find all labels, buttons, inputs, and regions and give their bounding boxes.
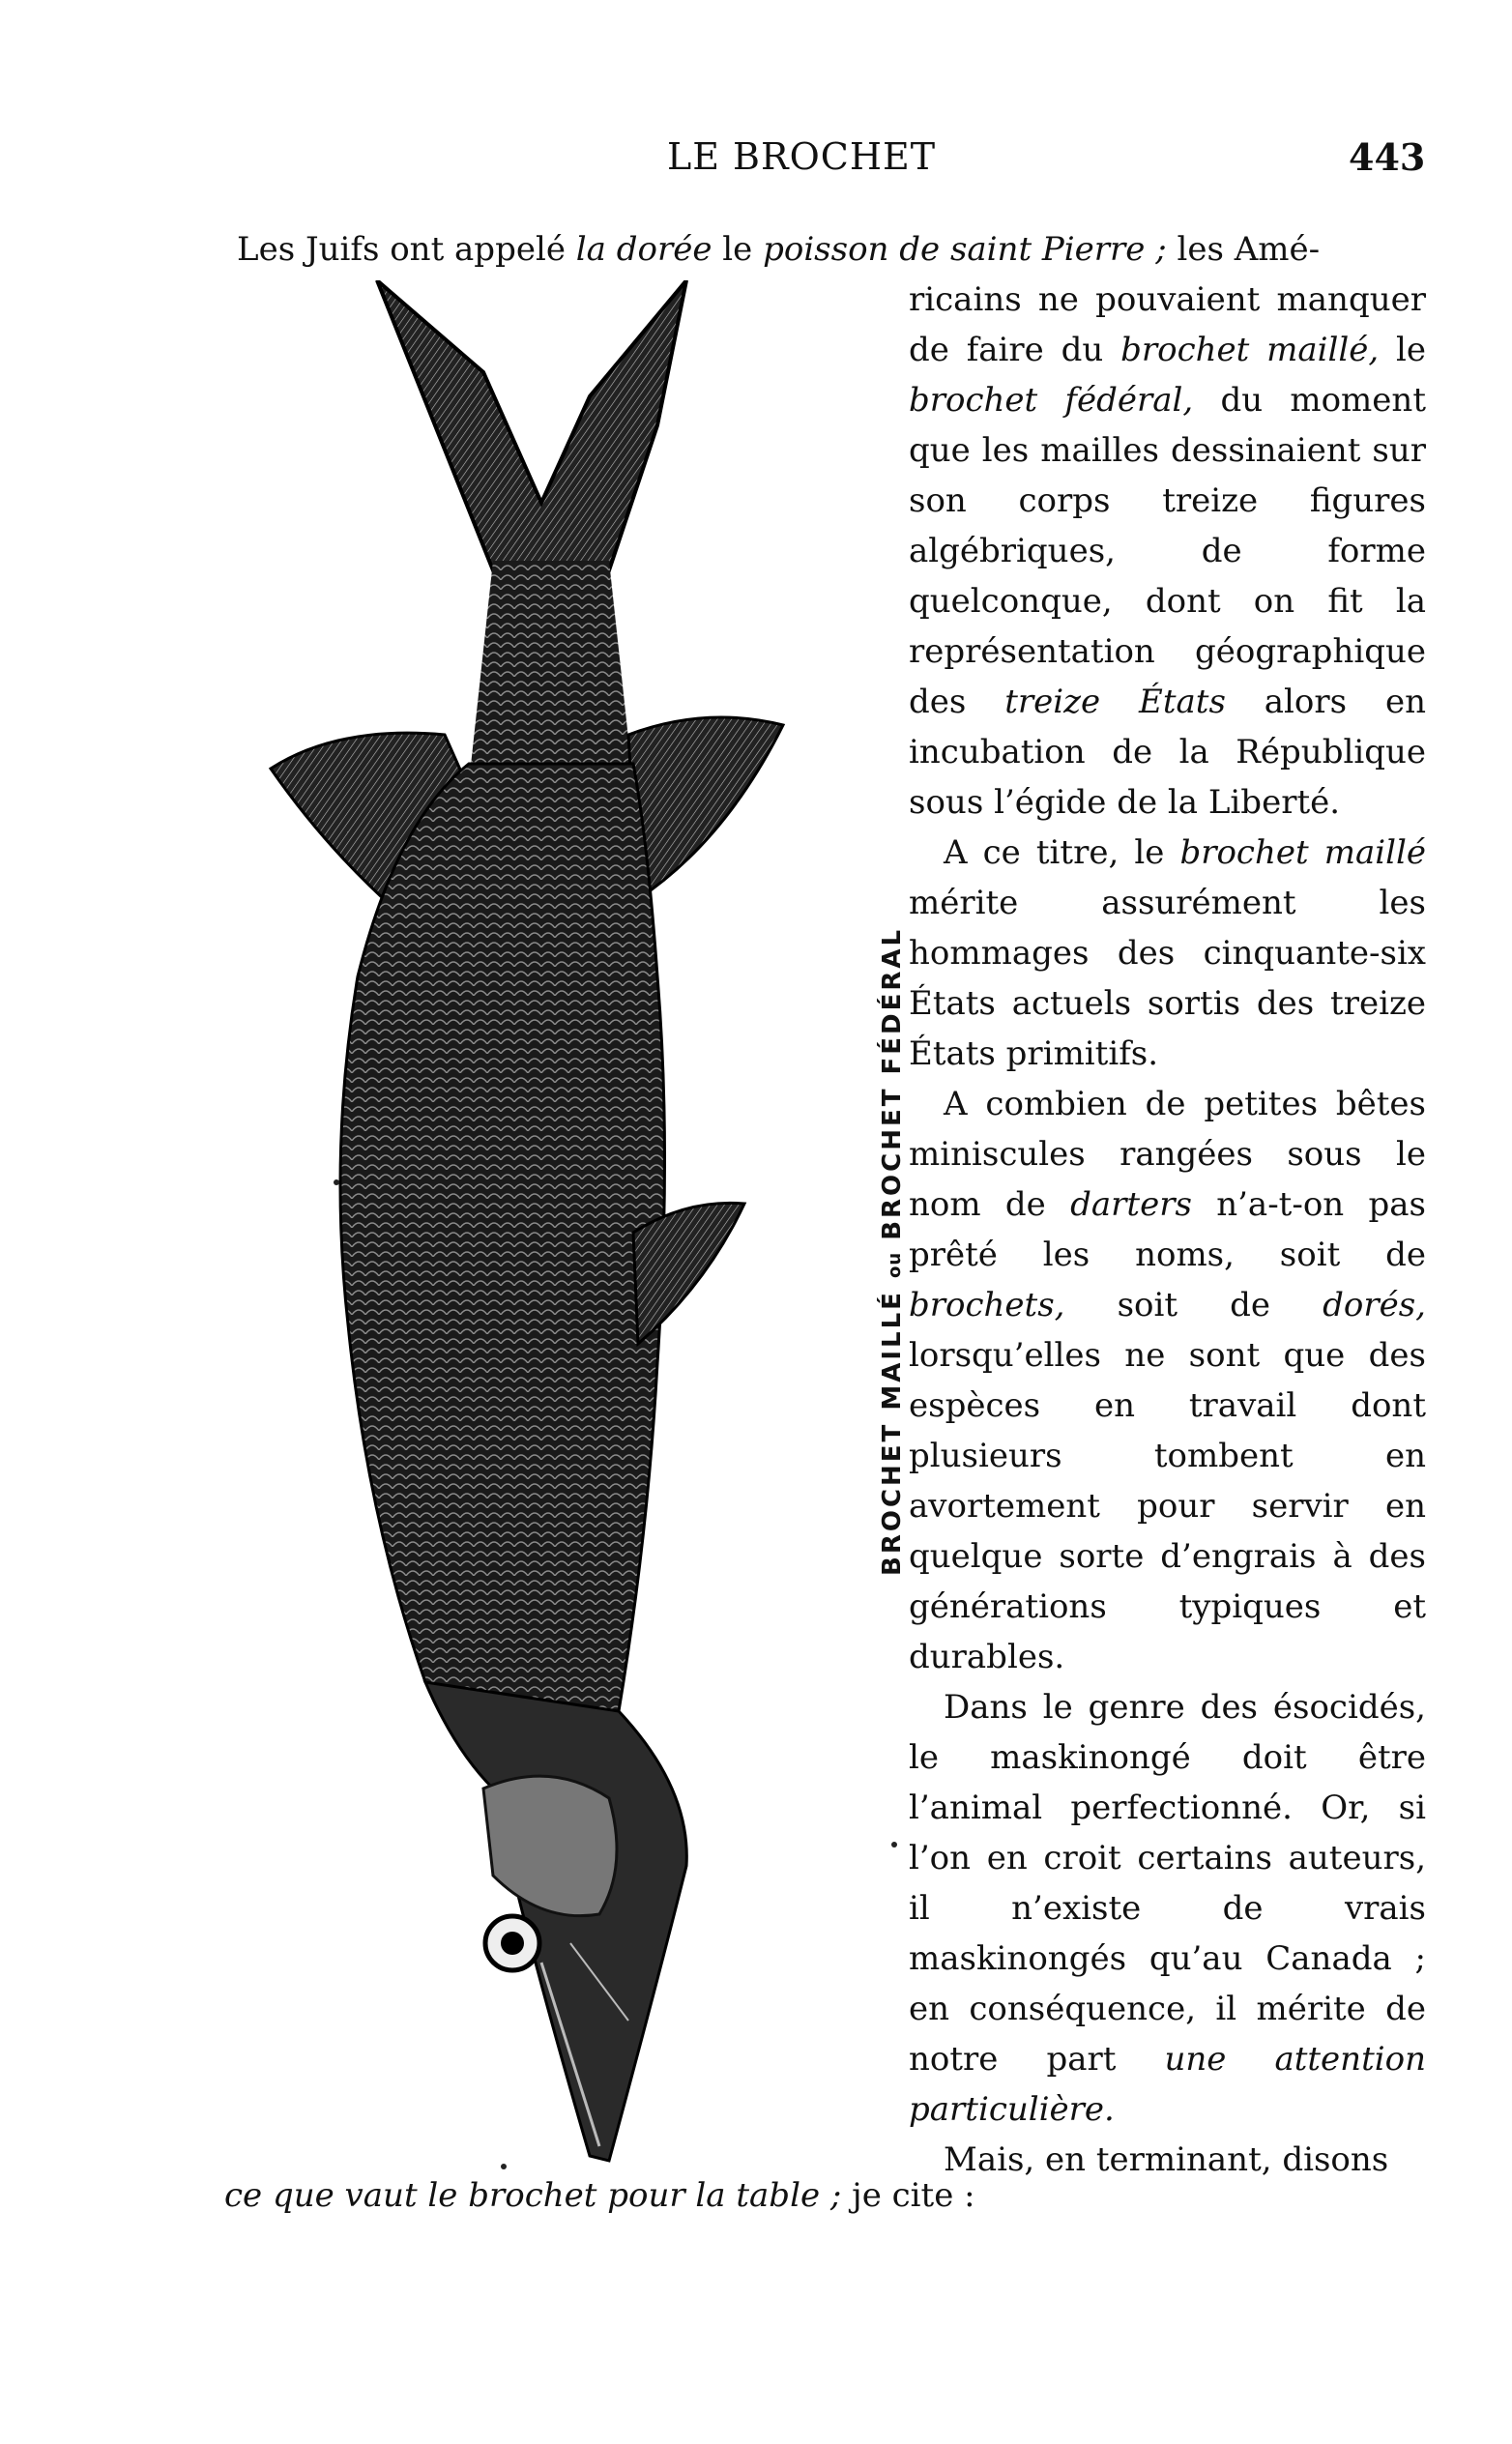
print-speck: [501, 2164, 507, 2169]
first-text-line: Les Juifs ont appelé la dorée le poisson de saint Pierre ; les Amé-: [237, 230, 1321, 269]
print-speck: [334, 1179, 339, 1185]
text-column: [909, 275, 1426, 2185]
figure-caption: BROCHET MAILLÉ ou BROCHET FÉDÉRAL: [878, 926, 907, 1576]
fish-head: [425, 1682, 686, 2161]
page-number: 443: [1349, 135, 1426, 179]
paragraph-3: A combien de petites bêtes miniscules rangées sous le nom de darters n’a-t-on pas prêté les noms, soit de brochets, soit de dorés, lorsqu’elles ne sont que des espèces en travail dont plusieurs tombent en avortement pour servir en quelque sorte d’engrais à des générations typiques et durables.: [909, 1085, 1426, 1676]
pike-fish-illustration: [203, 280, 880, 2175]
side-fin: [633, 1203, 744, 1344]
paragraph-2: A ce titre, le brochet maillé mérite assurément les hommages des cinquante-six États actuels sortis des treize États primitifs.: [909, 833, 1426, 1073]
paragraph-1: ricains ne pouvaient manquer de faire du brochet maillé, le brochet fédéral, du moment que les mailles dessinaient sur son corps treize figures algébriques, de forme quelconque, dont on fit la représentation géographique des treize États alors en incubation de la République sous l’égide de la Liberté.: [909, 280, 1426, 822]
tail-stem: [469, 561, 633, 783]
print-speck: [891, 1842, 897, 1848]
paragraph-4: Dans le genre des ésocidés, le maskinongé doit être l’animal perfectionné. Or, si l’on en croit certains auteurs, il n’existe de vrais maskinongés qu’au Canada ; en conséquence, il mérite de notre part une attention particulière.: [909, 1688, 1426, 2129]
last-text-line: ce que vaut le brochet pour la table ; je cite :: [224, 2176, 975, 2215]
running-title: LE BROCHET: [667, 135, 937, 178]
gill-cover: [483, 1776, 617, 1916]
right-fin: [628, 717, 783, 899]
fish-body: [340, 764, 665, 1750]
paragraph-5: Mais, en terminant, disons: [944, 2140, 1389, 2179]
tail-fin: [377, 280, 686, 570]
